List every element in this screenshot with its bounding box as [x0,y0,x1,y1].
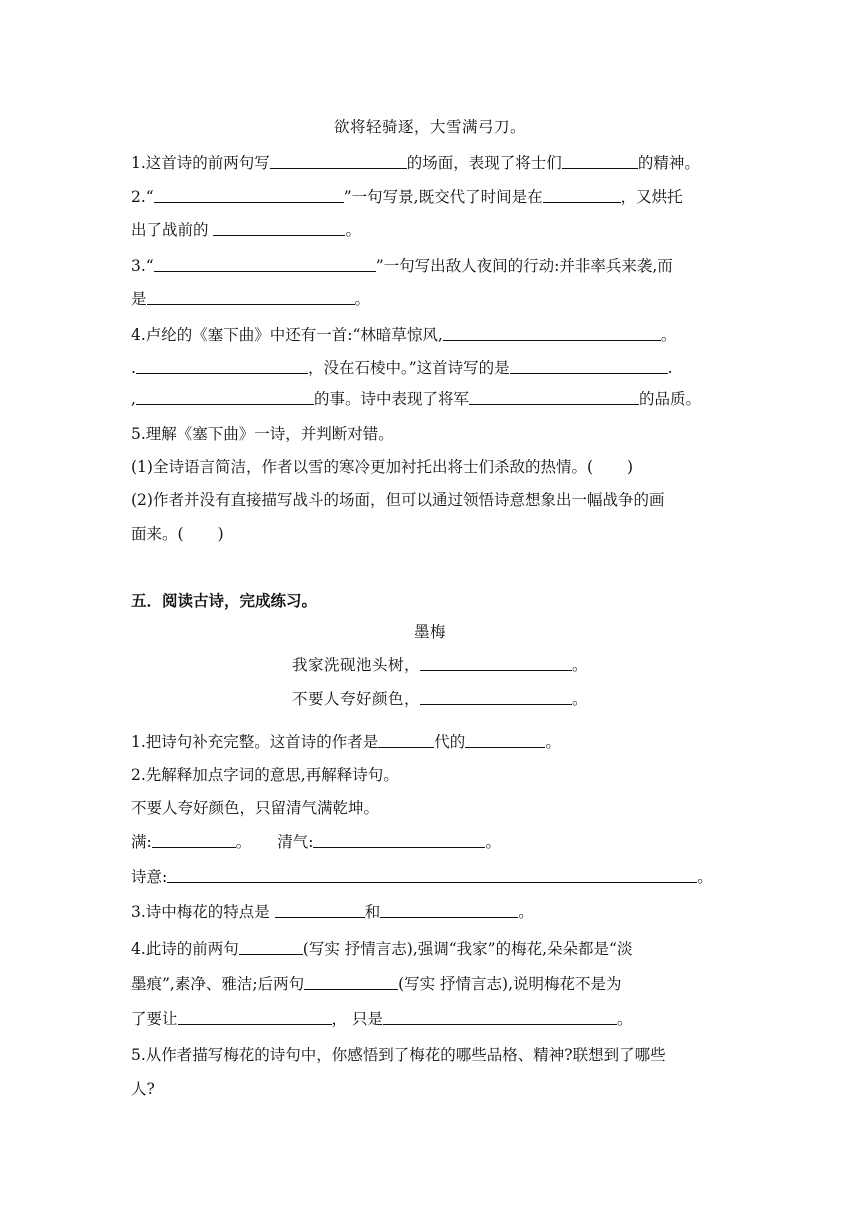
s5-q4-line3: 了要让 ， 只是 。 [131,1010,633,1028]
answer-blank[interactable] [383,1008,617,1025]
s5-q1: 1.把诗句补充完整。这首诗的作者是 代的 。 [131,733,561,751]
answer-blank[interactable] [313,831,485,848]
poem-title: 墨梅 [413,623,446,641]
s5-q3: 3.诗中梅花的特点是 和 。 [131,903,534,921]
answer-blank[interactable] [562,152,638,169]
s5-q4-line1: 4.此诗的前两句 (写实 抒情言志),强调“我家”的梅花,朵朵都是“淡 [131,940,633,958]
poem-line-2: 不要人夸好颜色， 。 [292,690,589,708]
s5-q4-line2: 墨痕”,素净、雅洁;后两句 (写实 抒情言志),说明梅花不是为 [131,975,622,993]
section-heading: 五．阅读古诗，完成练习。 [131,591,318,610]
s4-q4-line1: 4.卢纶的《塞下曲》中还有一首:“林暗草惊风, 。 [131,326,677,344]
answer-blank[interactable] [136,357,308,374]
answer-blank[interactable] [380,901,518,918]
poem-line-1: 我家洗砚池头树， 。 [292,656,589,674]
s4-q5-title: 5.理解《塞下曲》一诗，并判断对错。 [131,425,394,443]
s4-q4-line2: . ，没在石棱中。”这首诗写的是 . [131,359,673,377]
answer-blank[interactable] [270,152,407,169]
answer-blank[interactable] [239,938,303,955]
answer-blank[interactable] [420,654,572,671]
answer-blank[interactable] [167,866,697,883]
answer-blank[interactable] [443,324,661,341]
s4-q4-line3: , 的事。诗中表现了将军 的品质。 [131,390,701,408]
answer-blank[interactable] [275,901,365,918]
answer-blank[interactable] [147,288,355,305]
s4-q3-line2: 是 。 [131,290,371,308]
answer-blank[interactable] [378,731,434,748]
answer-blank[interactable] [213,219,345,236]
s5-q5-line2: 人? [131,1080,155,1098]
answer-blank[interactable] [465,731,545,748]
s5-q5-line1: 5.从作者描写梅花的诗句中，你感悟到了梅花的哪些品格、精神?联想到了哪些 [131,1046,666,1064]
s5-q2-quote: 不要人夸好颜色，只留清气满乾坤。 [131,799,380,817]
answer-blank[interactable] [136,388,314,405]
answer-blank[interactable] [420,688,572,705]
answer-blank[interactable] [154,255,376,272]
answer-blank[interactable] [543,186,621,203]
answer-blank[interactable] [469,388,639,405]
s4-q2-line2: 出了战前的 。 [131,221,361,239]
s5-q2-meaning: 诗意: 。 [131,868,713,886]
answer-blank[interactable] [154,186,344,203]
answer-blank[interactable] [510,357,668,374]
s5-q2-title: 2.先解释加点字词的意思,再解释诗句。 [131,766,399,784]
s4-q2-line1: 2.“ ”一句写景,既交代了时间是在 ，又烘托 [131,188,683,206]
poem-last-line: 欲将轻骑逐，大雪满弓刀。 [333,118,526,136]
answer-blank[interactable] [178,1008,332,1025]
answer-blank[interactable] [152,831,236,848]
s4-q5-item2-line2: 面来。( ) [131,525,224,543]
s4-q5-item1: (1)全诗语言简洁，作者以雪的寒冷更加衬托出将士们杀敌的热情。( ) [131,458,634,476]
s4-q3-line1: 3.“ ”一句写出敌人夜间的行动:并非率兵来袭,而 [131,257,673,275]
s5-q2-words: 满: 。 清气: 。 [131,833,501,851]
answer-blank[interactable] [304,973,398,990]
s4-q5-item2-line1: (2)作者并没有直接描写战斗的场面，但可以通过领悟诗意想象出一幅战争的画 [131,491,665,509]
s4-q1: 1.这首诗的前两句写 的场面，表现了将士们 的精神。 [131,154,700,172]
